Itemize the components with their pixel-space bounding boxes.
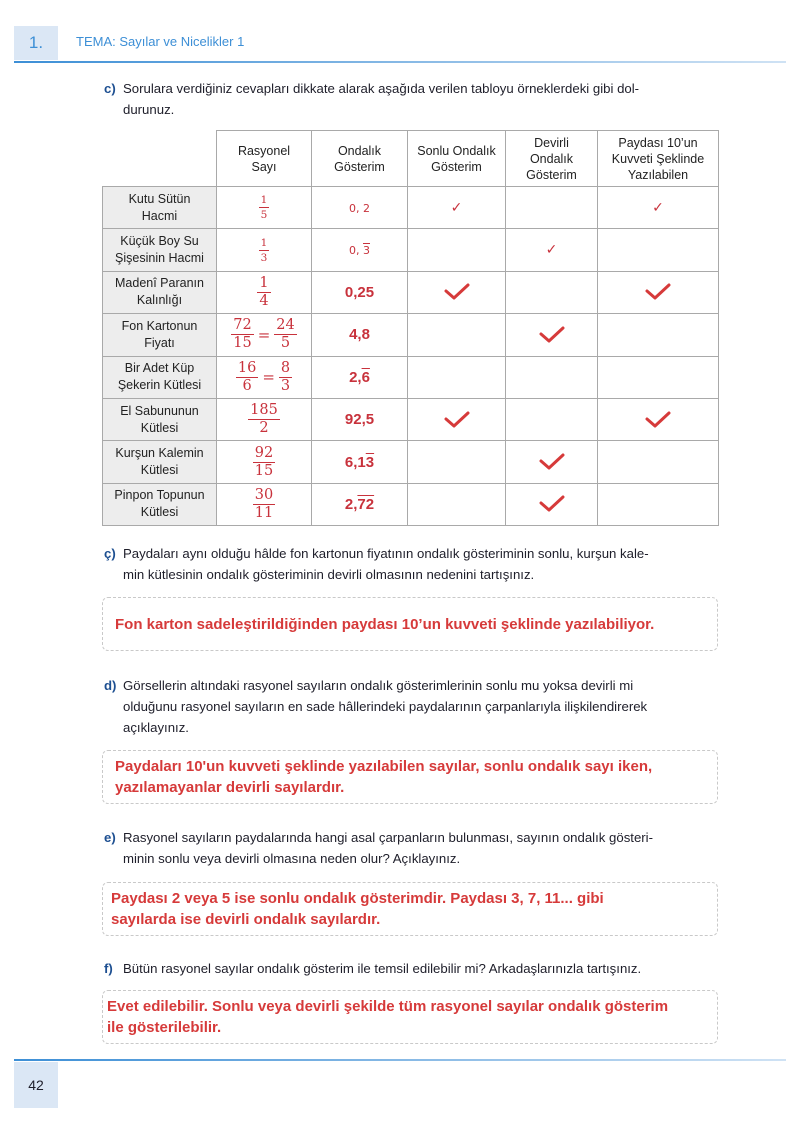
question-d-line2: olduğunu rasyonel sayıların en sade hâllerindeki paydalarının çarpanlarıyla ilişkilendirerek [123,699,648,714]
terminating-cell [408,229,506,271]
decimal-cell: 0,25 [312,271,408,313]
fraction: $\frac{1}{5}$ [260,194,268,222]
table-row [103,356,719,398]
fraction: $\frac{92}{15}$ [254,444,274,479]
terminating-cell [408,314,506,356]
simplified-fraction: $\frac{8}{3}$ [280,359,291,394]
power-of-ten-cell [598,229,719,271]
power-of-ten-cell [598,187,719,229]
terminating-cell [408,271,506,313]
decimal-cell: 4,8 [312,314,408,356]
answer-box-f [102,990,718,1044]
check-icon [408,410,505,430]
answer-d-line1: Paydaları 10'un kuvveti şeklinde yazılabilen sayılar, sonlu ondalık sayı iken, [115,758,653,775]
check-icon: ✓ [652,199,664,216]
power-of-ten-cell [598,356,719,398]
power-of-ten-cell [598,398,719,440]
repeating-cell [506,398,598,440]
question-f [104,958,720,979]
question-cc-label: ç) [104,546,116,561]
power-of-ten-cell [598,314,719,356]
row-label: Küçük Boy Su Şişesinin Hacmi [103,229,217,271]
question-cc [104,543,720,585]
decimal-cell: 0, 3 [312,229,408,271]
decimal-cell: 2,6 [312,356,408,398]
repeating-cell [506,314,598,356]
table-row [103,271,719,313]
question-f-label: f) [104,961,113,976]
header-power-of-ten: Paydası 10’un Kuvveti Şeklinde Yazılabilen [598,131,719,187]
decimal-cell: 92,5 [312,398,408,440]
footer-divider [14,1059,786,1061]
check-icon: ✓ [545,242,558,259]
question-cc-line2: min kütlesinin ondalık gösteriminin devirli olmasının nedenini tartışınız. [123,567,535,582]
header-divider [14,61,786,63]
question-e-line1: Rasyonel sayıların paydalarında hangi asal çarpanların bulunması, sayının ondalık gösteri- [123,830,654,845]
rational-cell [217,441,312,483]
page-number-badge [14,1062,58,1108]
page-number: 42 [28,1077,44,1093]
fraction: $\frac{1}{3}$ [260,236,268,264]
row-label: El Sabununun Kütlesi [103,398,217,440]
rational-cell [217,398,312,440]
answer-f-line1: Evet edilebilir. Sonlu veya devirli şekilde tüm rasyonel sayılar ondalık gösterim [107,998,669,1015]
terminating-cell [408,398,506,440]
rational-cell [217,483,312,525]
row-label: Fon Kartonun Fiyatı [103,314,217,356]
header-terminating: Sonlu Ondalık Gösterim [408,131,506,187]
rational-numbers-table [102,130,719,526]
decimal-cell: 2,72 [312,483,408,525]
answer-box-cc [102,597,718,651]
answer-e-line1: Paydası 2 veya 5 ise sonlu ondalık gösterimdir. Paydası 3, 7, 11... gibi [111,890,604,907]
question-e-label: e) [104,830,116,845]
repeating-cell [506,441,598,483]
question-e [104,827,720,869]
table-header-row [103,131,719,187]
repeating-cell [506,271,598,313]
unit-number: 1. [28,33,44,52]
table-row [103,314,719,356]
fraction: $\frac{185}{2}$ [250,402,278,437]
row-label: Madenî Paranın Kalınlığı [103,271,217,313]
decimal-cell: 6,13 [312,441,408,483]
unit-number-badge [14,26,58,60]
question-c-line2: durunuz. [123,102,175,117]
table-row [103,229,719,271]
fraction: $\frac{1}{4}$ [259,274,269,309]
answer-box-d [102,750,718,804]
check-icon [598,282,718,302]
question-c-line1: Sorulara verdiğiniz cevapları dikkate alarak aşağıda verilen tabloyu örneklerdeki gibi dol- [123,81,640,96]
row-label: Bir Adet Küp Şekerin Kütlesi [103,356,217,398]
question-d-line1: Görsellerin altındaki rasyonel sayıların ondalık gösterimlerinin sonlu mu yoksa devirli mi [123,678,634,693]
row-label: Kurşun Kalemin Kütlesi [103,441,217,483]
rational-cell [217,271,312,313]
simplified-fraction: $\frac{24}{5}$ [276,317,295,352]
repeating-cell [506,229,598,271]
repeating-cell [506,187,598,229]
answer-e-line2: sayılarda ise devirli ondalık sayılardır. [111,911,381,928]
question-d-line3: açıklayınız. [123,720,189,735]
row-label: Kutu Sütün Hacmi [103,187,217,229]
rational-cell [217,229,312,271]
answer-f-line2: ile gösterilebilir. [107,1019,222,1036]
question-d [104,675,720,738]
header-repeating: Devirli Ondalık Gösterim [506,131,598,187]
repeating-cell [506,483,598,525]
question-d-label: d) [104,678,117,693]
rational-cell [217,187,312,229]
fraction: $\frac{16}{6}$ [237,359,257,394]
header-rational: Rasyonel Sayı [217,131,312,187]
question-e-line2: minin sonlu veya devirli olmasına neden olur? Açıklayınız. [123,851,461,866]
header-decimal: Ondalık Gösterim [312,131,408,187]
question-c-label: c) [104,81,116,96]
fraction: $\frac{30}{11}$ [254,486,274,521]
table-row [103,398,719,440]
check-icon [506,452,597,472]
power-of-ten-cell [598,271,719,313]
terminating-cell [408,483,506,525]
question-cc-line1: Paydaları aynı olduğu hâlde fon kartonun fiyatının ondalık gösteriminin sonlu, kurşun kale- [123,546,649,561]
answer-d-line2: yazılamayanlar devirli sayılardır. [115,779,345,796]
fraction: $\frac{72}{15}$ [233,317,252,352]
check-icon [408,282,505,302]
check-icon: ✓ [450,199,463,216]
answer-cc-line1: Fon karton sadeleştirildiğinden paydası 10’un kuvveti şeklinde yazılabiliyor. [115,615,655,633]
rational-cell: $\frac{72}{15}$ = $\frac{24}{5}$ [217,314,312,356]
table-row [103,187,719,229]
row-label: Pinpon Topunun Kütlesi [103,483,217,525]
check-icon [506,325,597,345]
power-of-ten-cell [598,441,719,483]
question-f-line1: Bütün rasyonel sayılar ondalık gösterim ile temsil edilebilir mi? Arkadaşlarınızla tartışınız. [123,961,642,976]
check-icon [598,410,718,430]
terminating-cell [408,187,506,229]
theme-title: TEMA: Sayılar ve Nicelikler 1 [76,34,245,49]
check-icon [506,494,597,514]
answer-box-e [102,882,718,936]
table-row [103,441,719,483]
terminating-cell [408,356,506,398]
terminating-cell [408,441,506,483]
table-corner-cell [103,131,217,187]
rational-cell: $\frac{16}{6}$ = $\frac{8}{3}$ [217,356,312,398]
decimal-cell: 0, 2 [312,187,408,229]
power-of-ten-cell [598,483,719,525]
table-row [103,483,719,525]
question-c [104,78,720,120]
repeating-cell [506,356,598,398]
